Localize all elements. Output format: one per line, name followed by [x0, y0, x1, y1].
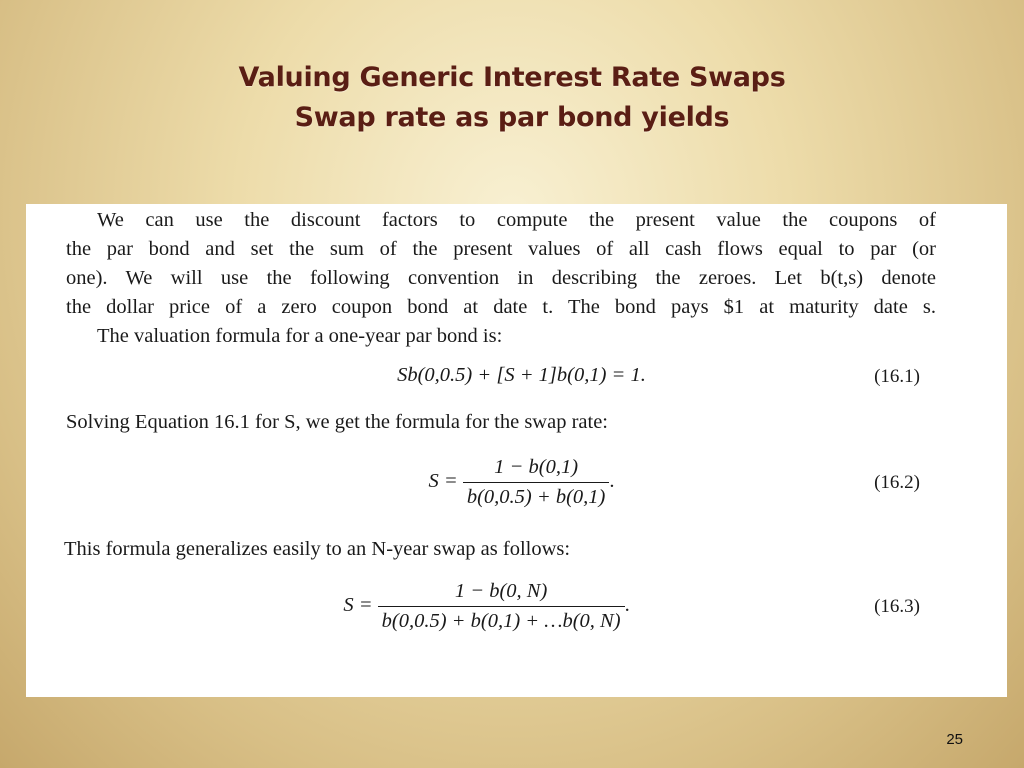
- equation-number-16-3: (16.3): [874, 596, 920, 617]
- equation-16-1: [26, 364, 1007, 387]
- paragraph-valuation-intro: The valuation formula for a one-year par bond is:: [97, 325, 503, 347]
- equation-16-2-denominator: b(0,0.5) + b(0,1): [466, 486, 606, 508]
- paragraph-line: We can use the discount factors to compute the present value the coupons of: [97, 209, 936, 231]
- equation-16-3-period: .: [624, 594, 630, 617]
- textbook-excerpt: [26, 204, 1007, 697]
- paragraph-solving: Solving Equation 16.1 for S, we get the formula for the swap rate:: [66, 411, 608, 433]
- equation-16-2-lhs: S =: [428, 470, 458, 493]
- equation-16-3: [26, 580, 1007, 633]
- equation-16-2-period: .: [609, 470, 615, 493]
- equation-16-2-numerator: 1 − b(0,1): [463, 456, 610, 483]
- paragraph-line: one). We will use the following convention in describing the zeroes. Let b(t,s) denote: [66, 267, 936, 289]
- equation-16-1-expression: Sb(0,0.5) + [S + 1]b(0,1) = 1.: [397, 364, 646, 386]
- paragraph-generalization: This formula generalizes easily to an N-year swap as follows:: [64, 538, 571, 560]
- page-number: 25: [946, 731, 963, 748]
- equation-number-16-2: (16.2): [874, 472, 920, 493]
- equation-16-2: [26, 456, 1007, 509]
- equation-number-16-1: (16.1): [874, 366, 920, 387]
- equation-16-3-lhs: S =: [343, 594, 373, 617]
- equation-16-3-denominator: b(0,0.5) + b(0,1) + …b(0, N): [381, 610, 621, 632]
- equation-16-3-fraction: [378, 580, 625, 633]
- equation-16-3-numerator: 1 − b(0, N): [378, 580, 625, 607]
- paragraph-discount-factors: [66, 206, 936, 351]
- slide-title: [0, 58, 1024, 138]
- paragraph-line: the par bond and set the sum of the present values of all cash flows equal to par (or: [66, 238, 936, 260]
- paragraph-line: the dollar price of a zero coupon bond at date t. The bond pays $1 at maturity date s.: [66, 296, 936, 318]
- slide-title-line-1: Valuing Generic Interest Rate Swaps: [238, 62, 786, 93]
- slide-title-line-2: Swap rate as par bond yields: [294, 102, 730, 133]
- equation-16-2-fraction: [463, 456, 610, 509]
